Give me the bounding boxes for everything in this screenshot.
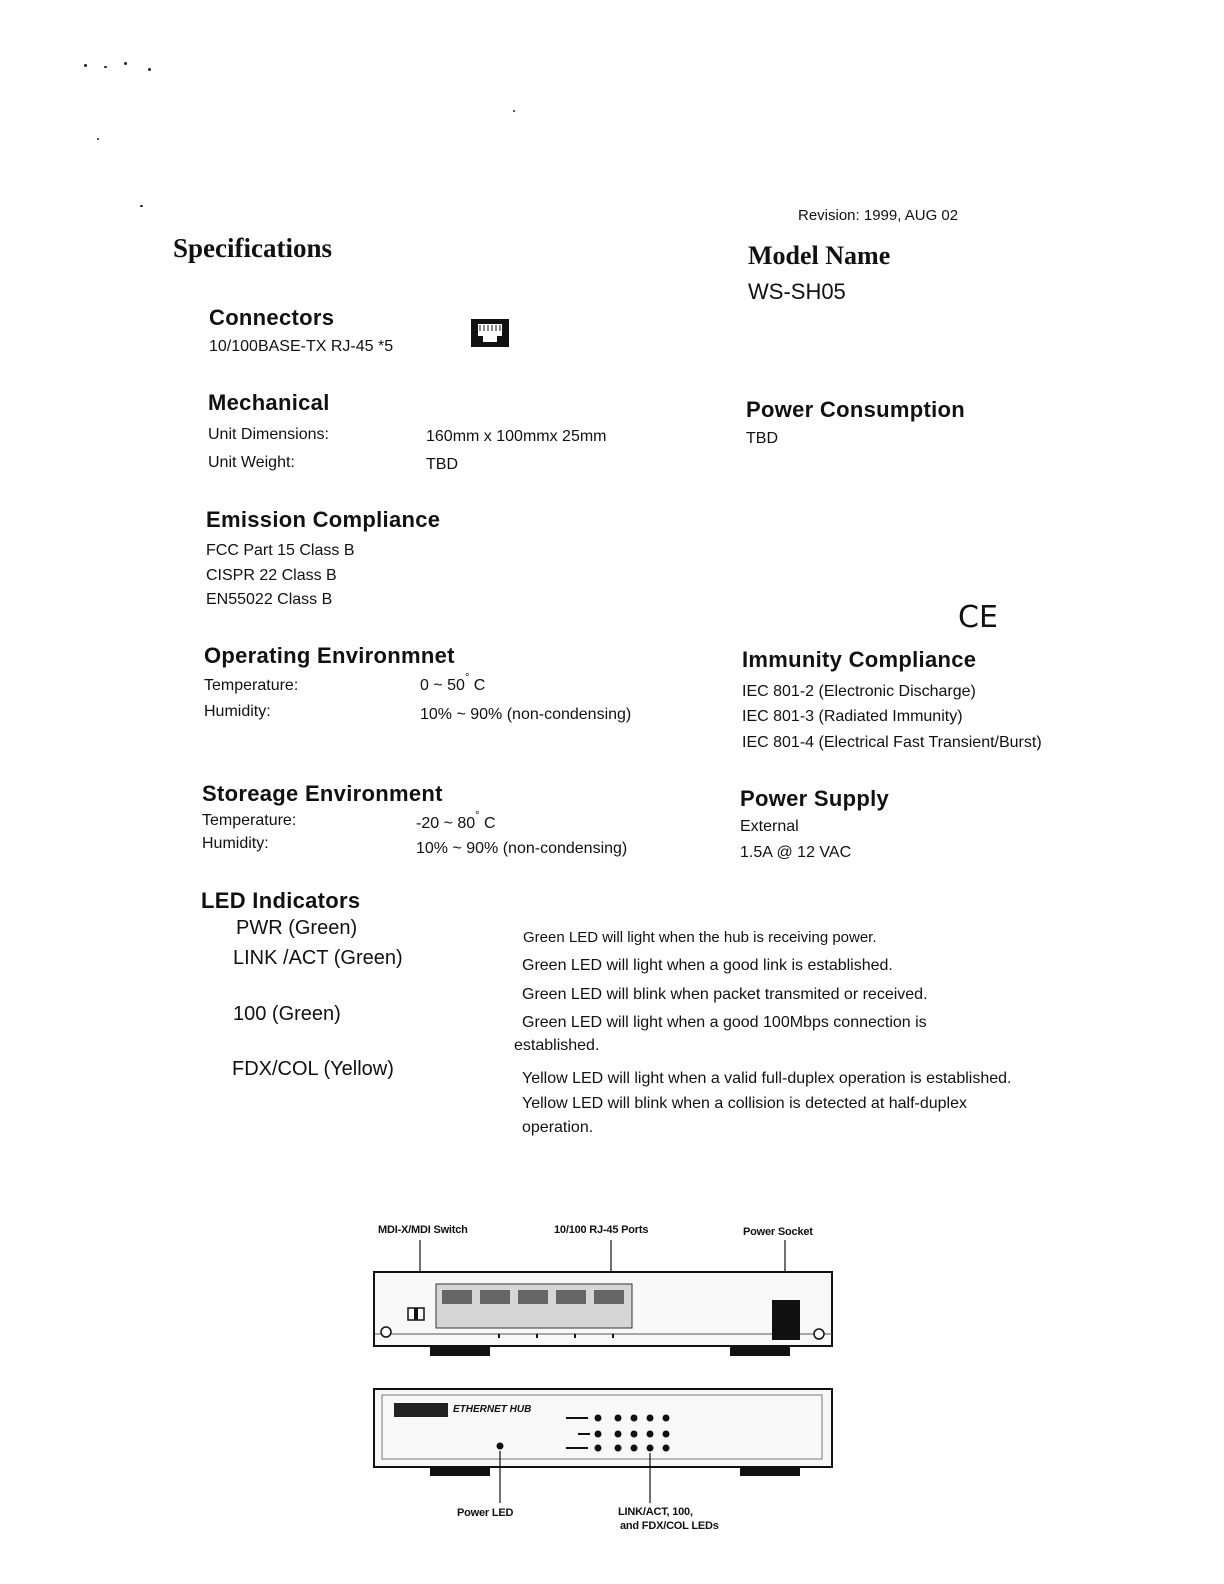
led-description: established. bbox=[514, 1037, 600, 1054]
unit-dimensions-value: 160mm x 100mmx 25mm bbox=[426, 428, 607, 445]
operating-temp-value bbox=[420, 672, 486, 697]
led-description: operation. bbox=[522, 1119, 594, 1136]
storage-temp-unit: C bbox=[484, 815, 496, 832]
label-link-leds-line2: and FDX/COL LEDs bbox=[620, 1520, 719, 1532]
connectors-line: 10/100BASE-TX RJ-45 *5 bbox=[209, 338, 394, 355]
hub-front-brand: ETHERNET HUB bbox=[453, 1404, 532, 1415]
immunity-line: IEC 801-3 (Radiated Immunity) bbox=[742, 708, 963, 725]
rj45-port-icon bbox=[470, 318, 510, 348]
scan-speck bbox=[148, 68, 151, 71]
ce-mark: CE bbox=[958, 600, 998, 635]
storage-humidity-label: Humidity: bbox=[202, 835, 269, 852]
immunity-line: IEC 801-4 (Electrical Fast Transient/Burst) bbox=[742, 734, 1042, 751]
operating-heading: Operating Environmnet bbox=[204, 643, 455, 668]
scan-speck bbox=[124, 62, 127, 65]
storage-humidity-value: 10% ~ 90% (non-condensing) bbox=[416, 840, 628, 857]
degree-sign: ° bbox=[464, 672, 470, 684]
model-heading: Model Name bbox=[748, 241, 891, 270]
model-value: WS-SH05 bbox=[748, 279, 846, 304]
storage-heading: Storeage Environment bbox=[202, 781, 443, 806]
storage-temp-value bbox=[416, 810, 496, 835]
label-power-socket: Power Socket bbox=[743, 1226, 813, 1238]
unit-weight-label: Unit Weight: bbox=[208, 454, 295, 471]
revision-note: Revision: 1999, AUG 02 bbox=[798, 207, 959, 224]
emission-line: CISPR 22 Class B bbox=[206, 567, 337, 584]
led-name-100: 100 (Green) bbox=[233, 1003, 341, 1025]
scan-speck bbox=[140, 205, 143, 207]
storage-temp-range: -20 ~ 80 bbox=[416, 815, 476, 832]
emission-line: FCC Part 15 Class B bbox=[206, 542, 355, 559]
hub-rear-panel-diagram bbox=[370, 1238, 840, 1378]
operating-humidity-label: Humidity: bbox=[204, 703, 271, 720]
mechanical-heading: Mechanical bbox=[208, 390, 330, 415]
connectors-heading: Connectors bbox=[209, 305, 335, 330]
led-description: Green LED will light when a good 100Mbps connection is bbox=[522, 1014, 927, 1031]
power-supply-line: 1.5A @ 12 VAC bbox=[740, 844, 852, 861]
scan-speck bbox=[84, 64, 87, 67]
scan-speck bbox=[97, 138, 99, 140]
led-name-link-act: LINK /ACT (Green) bbox=[233, 947, 403, 969]
operating-temp-range: 0 ~ 50 bbox=[420, 677, 465, 694]
led-description: Yellow LED will light when a valid full-duplex operation is established. bbox=[522, 1070, 1012, 1087]
led-description: Green LED will blink when packet transmited or received. bbox=[522, 986, 928, 1003]
power-supply-heading: Power Supply bbox=[740, 786, 890, 811]
hub-front-panel-diagram bbox=[370, 1385, 840, 1535]
label-mdi-switch: MDI-X/MDI Switch bbox=[378, 1224, 468, 1236]
power-consumption-value: TBD bbox=[746, 430, 778, 447]
label-power-led: Power LED bbox=[457, 1507, 514, 1519]
operating-temp-unit: C bbox=[473, 677, 486, 694]
operating-humidity-value: 10% ~ 90% (non-condensing) bbox=[420, 706, 632, 723]
power-consumption-heading: Power Consumption bbox=[746, 397, 965, 422]
emission-heading: Emission Compliance bbox=[206, 507, 441, 532]
operating-temp-label: Temperature: bbox=[204, 677, 299, 694]
emission-line: EN55022 Class B bbox=[206, 591, 333, 608]
power-supply-line: External bbox=[740, 818, 799, 835]
immunity-heading: Immunity Compliance bbox=[742, 647, 977, 672]
label-rj45-ports: 10/100 RJ-45 Ports bbox=[554, 1224, 649, 1236]
scan-speck bbox=[513, 110, 515, 112]
storage-temp-label: Temperature: bbox=[202, 812, 297, 829]
unit-dimensions-label: Unit Dimensions: bbox=[208, 426, 329, 443]
page-title: Specifications bbox=[173, 233, 332, 263]
led-name-pwr: PWR (Green) bbox=[236, 917, 358, 939]
unit-weight-value: TBD bbox=[426, 456, 458, 473]
led-name-fdx-col: FDX/COL (Yellow) bbox=[232, 1058, 394, 1080]
immunity-line: IEC 801-2 (Electronic Discharge) bbox=[742, 683, 976, 700]
led-description: Green LED will light when a good link is established. bbox=[522, 957, 893, 974]
led-description: Yellow LED will blink when a collision is detected at half-duplex bbox=[522, 1095, 967, 1112]
scan-speck bbox=[104, 66, 107, 68]
led-description: Green LED will light when the hub is receiving power. bbox=[523, 929, 877, 946]
degree-sign: ° bbox=[475, 810, 480, 822]
label-link-leds-line1: LINK/ACT, 100, bbox=[618, 1506, 693, 1518]
led-heading: LED Indicators bbox=[201, 888, 361, 913]
